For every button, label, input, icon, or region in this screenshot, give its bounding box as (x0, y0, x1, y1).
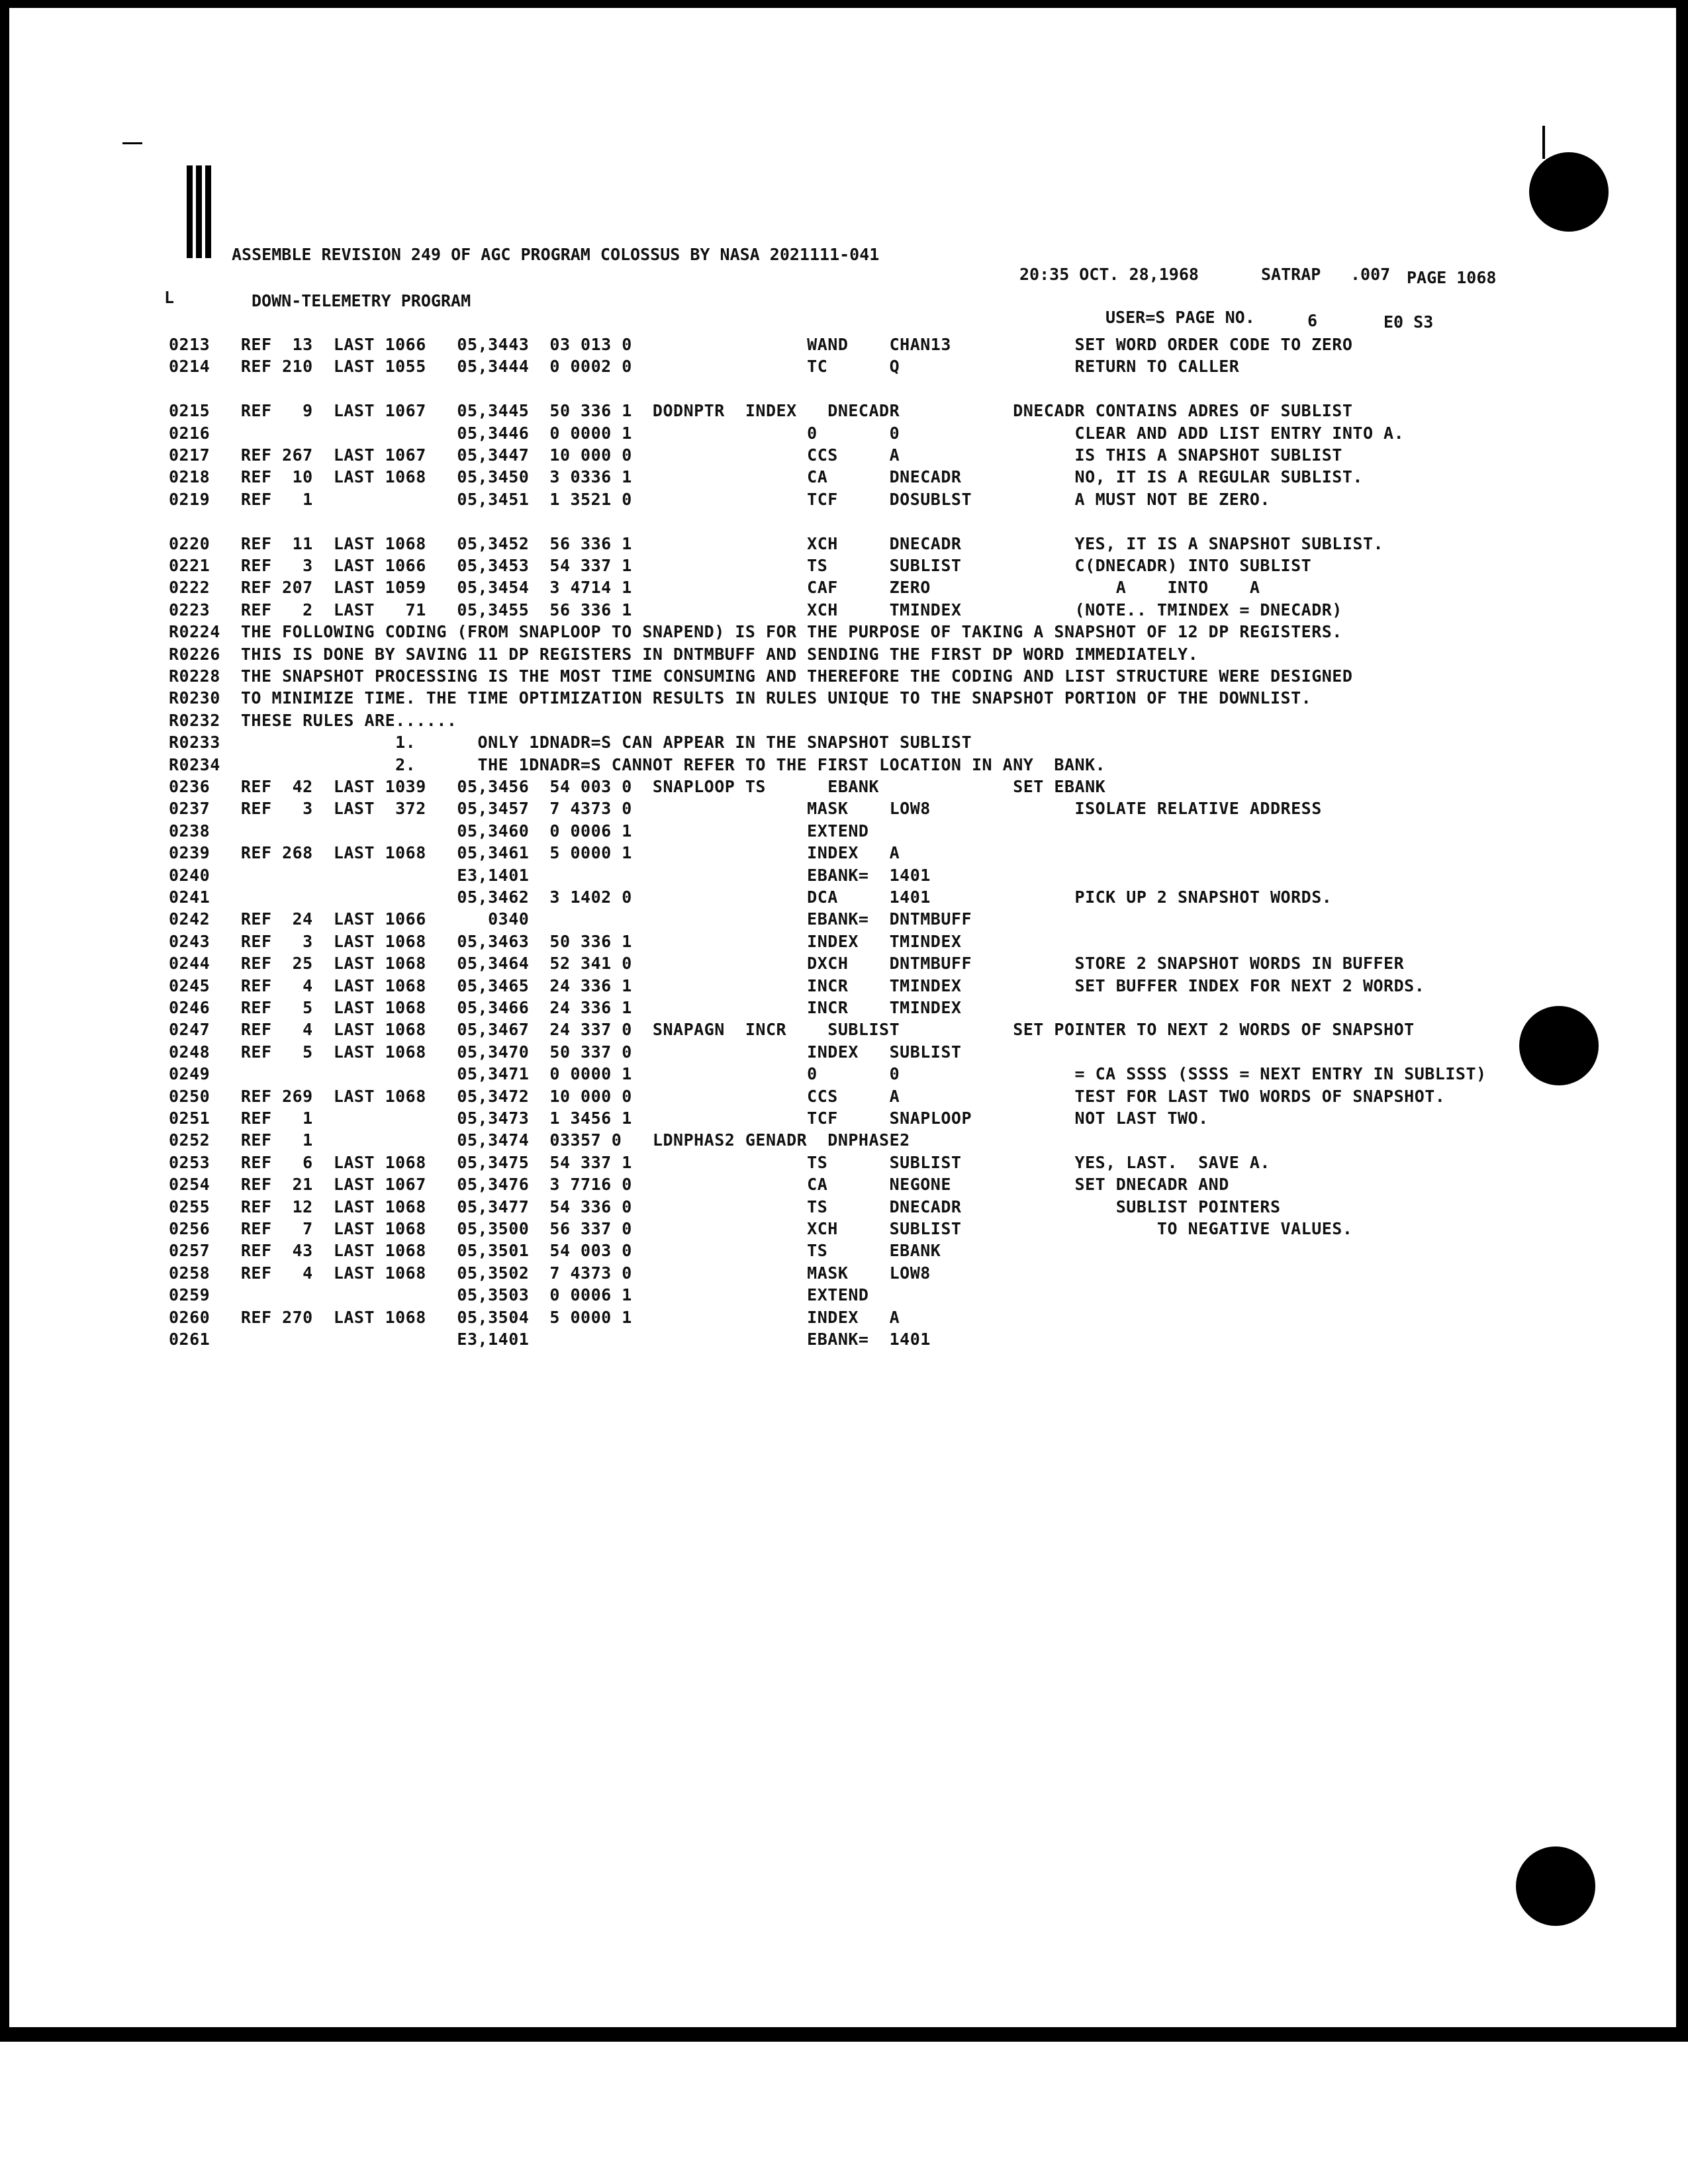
listing-line: R0224 THE FOLLOWING CODING (FROM SNAPLOOP TO SNAPEND) IS FOR THE PURPOSE OF TAKING A SNAPSHOT OF 12 DP REGISTERS. (169, 622, 1342, 642)
listing-line: R0230 TO MINIMIZE TIME. THE TIME OPTIMIZATION RESULTS IN RULES UNIQUE TO THE SNAPSHOT PORTION OF THE DOWNLIST. (169, 688, 1312, 708)
listing-line: 0246 REF 5 LAST 1068 05,3466 24 336 1 INCR TMINDEX (169, 998, 962, 1017)
listing-line: 0214 REF 210 LAST 1055 05,3444 0 0002 0 TC Q RETURN TO CALLER (169, 357, 1240, 377)
listing-line: 0223 REF 2 LAST 71 05,3455 56 336 1 XCH TMINDEX (NOTE.. TMINDEX = DNECADR) (169, 600, 1342, 619)
listing-line: 0243 REF 3 LAST 1068 05,3463 50 336 1 INDEX TMINDEX (169, 931, 962, 951)
listing-line: 0256 REF 7 LAST 1068 05,3500 56 337 0 XCH SUBLIST TO NEGATIVE VALUES. (169, 1219, 1353, 1238)
scan-border-right (1676, 0, 1688, 2042)
bank-code: E0 S3 (1383, 312, 1434, 332)
user-page-number: 6 (1307, 311, 1318, 330)
program-name: DOWN-TELEMETRY PROGRAM (252, 291, 471, 310)
listing-line: 0254 REF 21 LAST 1067 05,3476 3 7716 0 CA NEGONE SET DNECADR AND (169, 1175, 1229, 1195)
listing-line: 0248 REF 5 LAST 1068 05,3470 50 337 0 INDEX SUBLIST (169, 1042, 962, 1062)
listing-line: 0253 REF 6 LAST 1068 05,3475 54 337 1 TS SUBLIST YES, LAST. SAVE A. (169, 1152, 1270, 1172)
listing-line: 0241 05,3462 3 1402 0 DCA 1401 PICK UP 2 SNAPSHOT WORDS. (169, 887, 1333, 907)
listing-line: 0216 05,3446 0 0000 1 0 0 CLEAR AND ADD LIST ENTRY INTO A. (169, 423, 1405, 443)
listing-line: 0244 REF 25 LAST 1068 05,3464 52 341 0 DXCH DNTMBUFF STORE 2 SNAPSHOT WORDS IN BUFFER (169, 954, 1405, 974)
listing-mark (187, 165, 213, 258)
punch-hole-bottom (1516, 1846, 1595, 1926)
listing-line: R0233 1. ONLY 1DNADR=S CAN APPEAR IN THE SNAPSHOT SUBLIST (169, 733, 972, 752)
listing-line: 0257 REF 43 LAST 1068 05,3501 54 003 0 TS EBANK (169, 1241, 941, 1261)
punch-hole-middle (1519, 1006, 1599, 1085)
listing-line: 0240 E3,1401 EBANK= 1401 (169, 865, 931, 885)
listing-line: R0228 THE SNAPSHOT PROCESSING IS THE MOST TIME CONSUMING AND THEREFORE THE CODING AND LIST STRUCTURE WERE DESIGNED (169, 666, 1353, 686)
listing-line: 0218 REF 10 LAST 1068 05,3450 3 0336 1 CA DNECADR NO, IT IS A REGULAR SUBLIST. (169, 467, 1363, 487)
listing-line: 0259 05,3503 0 0006 1 EXTEND (169, 1285, 869, 1305)
listing-line: 0245 REF 4 LAST 1068 05,3465 24 336 1 INCR TMINDEX SET BUFFER INDEX FOR NEXT 2 WORDS. (169, 976, 1425, 995)
listing-line: 0258 REF 4 LAST 1068 05,3502 7 4373 0 MASK LOW8 (169, 1263, 931, 1283)
listing-line: R0232 THESE RULES ARE...... (169, 710, 457, 730)
scan-border-bottom (0, 2027, 1688, 2042)
listing-line: 0217 REF 267 LAST 1067 05,3447 10 000 0 CCS A IS THIS A SNAPSHOT SUBLIST (169, 445, 1342, 465)
listing-line: 0219 REF 1 05,3451 1 3521 0 TCF DOSUBLST A MUST NOT BE ZERO. (169, 489, 1270, 509)
listing-line: 0260 REF 270 LAST 1068 05,3504 5 0000 1 INDEX A (169, 1307, 900, 1327)
program-flag: L (164, 288, 175, 307)
listing-line: 0242 REF 24 LAST 1066 0340 EBANK= DNTMBUFF (169, 909, 972, 929)
version-label: .007 (1350, 265, 1391, 284)
listing-line: 0261 E3,1401 EBANK= 1401 (169, 1330, 931, 1349)
punch-hole-top (1529, 152, 1609, 232)
listing-line: 0251 REF 1 05,3473 1 3456 1 TCF SNAPLOOP NOT LAST TWO. (169, 1109, 1209, 1128)
listing-line: 0252 REF 1 05,3474 03357 0 LDNPHAS2 GENADR DNPHASE2 (169, 1130, 910, 1150)
timestamp: 20:35 OCT. 28,1968 (1019, 265, 1199, 284)
listing-line: 0221 REF 3 LAST 1066 05,3453 54 337 1 TS SUBLIST C(DNECADR) INTO SUBLIST (169, 556, 1312, 575)
listing-line: R0234 2. THE 1DNADR=S CANNOT REFER TO THE FIRST LOCATION IN ANY BANK. (169, 754, 1106, 774)
listing-line: 0238 05,3460 0 0006 1 EXTEND (169, 821, 869, 841)
listing-line: 0213 REF 13 LAST 1066 05,3443 03 013 0 WAND CHAN13 SET WORD ORDER CODE TO ZERO (169, 335, 1353, 354)
user-page-label: USER=S PAGE NO. (1105, 308, 1255, 327)
scan-artifact (122, 142, 142, 144)
scan-border-top (0, 0, 1688, 8)
listing-line: 0247 REF 4 LAST 1068 05,3467 24 337 0 SNAPAGN INCR SUBLIST SET POINTER TO NEXT 2 WORDS OF SNAPSHOT (169, 1020, 1415, 1040)
scan-border-left (0, 0, 9, 2042)
listing-line: 0249 05,3471 0 0000 1 0 0 = CA SSSS (SSSS = NEXT ENTRY IN SUBLIST) (169, 1064, 1487, 1084)
listing-line: 0220 REF 11 LAST 1068 05,3452 56 336 1 XCH DNECADR YES, IT IS A SNAPSHOT SUBLIST. (169, 533, 1384, 553)
scan-artifact (1542, 126, 1545, 159)
listing-line: 0255 REF 12 LAST 1068 05,3477 54 336 0 TS DNECADR SUBLIST POINTERS (169, 1197, 1281, 1216)
listing-line: R0226 THIS IS DONE BY SAVING 11 DP REGISTERS IN DNTMBUFF AND SENDING THE FIRST DP WORD IMMEDIATELY. (169, 644, 1199, 664)
listing-line: 0222 REF 207 LAST 1059 05,3454 3 4714 1 CAF ZERO A INTO A (169, 578, 1260, 598)
page-margin-bottom (0, 2042, 1688, 2184)
listing-line: 0215 REF 9 LAST 1067 05,3445 50 336 1 DODNPTR INDEX DNECADR DNECADR CONTAINS ADRES OF SUBLIST (169, 401, 1353, 421)
listing-line: 0236 REF 42 LAST 1039 05,3456 54 003 0 SNAPLOOP TS EBANK SET EBANK (169, 777, 1106, 796)
listing-line: 0239 REF 268 LAST 1068 05,3461 5 0000 1 INDEX A (169, 843, 900, 863)
listing-line: 0237 REF 3 LAST 372 05,3457 7 4373 0 MASK LOW8 ISOLATE RELATIVE ADDRESS (169, 799, 1322, 819)
page-title: ASSEMBLE REVISION 249 OF AGC PROGRAM COLOSSUS BY NASA 2021111-041 (232, 245, 880, 264)
page-number: PAGE 1068 (1407, 268, 1497, 287)
satrap-label: SATRAP (1261, 265, 1321, 284)
listing-line: 0250 REF 269 LAST 1068 05,3472 10 000 0 CCS A TEST FOR LAST TWO WORDS OF SNAPSHOT. (169, 1086, 1446, 1106)
